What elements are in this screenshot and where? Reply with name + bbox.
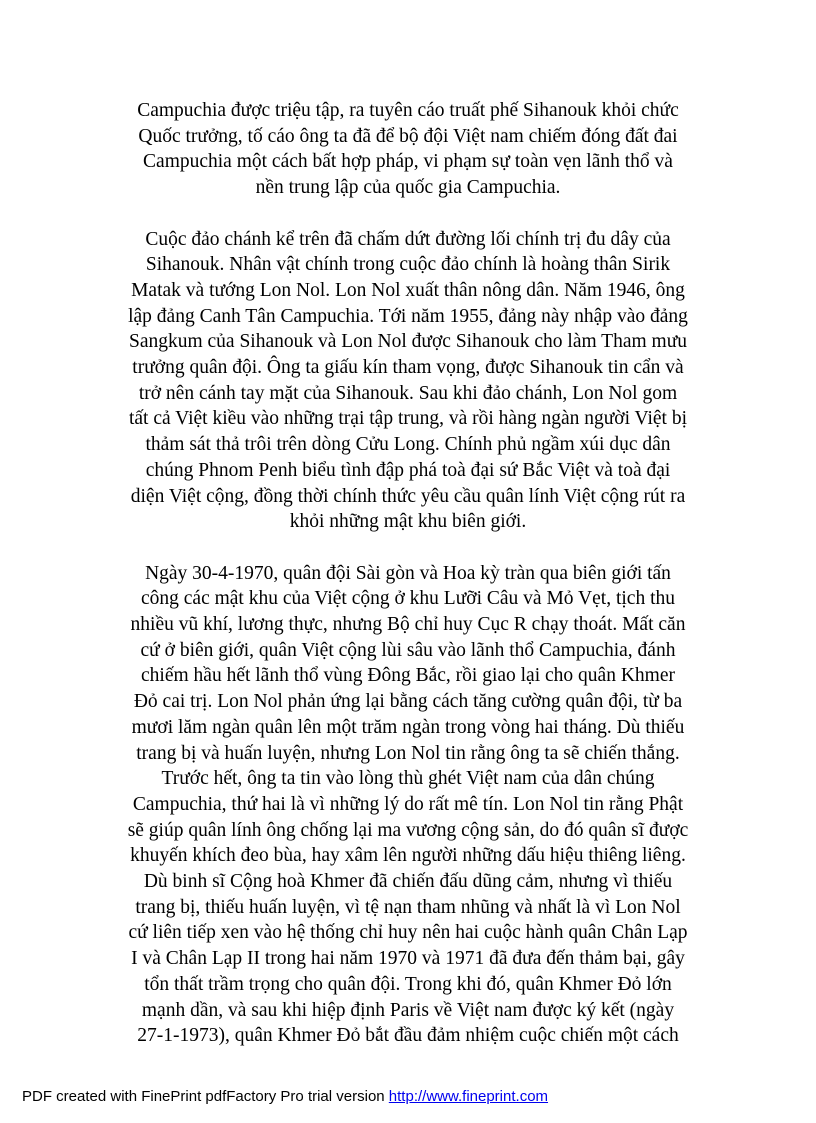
text-line: Dù binh sĩ Cộng hoà Khmer đã chiến đấu dũng cảm, nhưng vì thiếu	[143, 871, 673, 893]
text-line: diện Việt cộng, đồng thời chính thức yêu cầu quân lính Việt cộng rút ra	[130, 485, 686, 507]
text-line: chúng Phnom Penh biểu tình đập phá toà đại sứ Bắc Việt và toà đại	[145, 459, 671, 481]
text-line: trang bị và huấn luyện, nhưng Lon Nol tin rằng ông ta sẽ chiến thắng.	[136, 742, 680, 764]
text-line: I và Chân Lạp II trong hai năm 1970 và 1971 đã đưa đến thảm bại, gây	[131, 948, 685, 970]
text-line: Đỏ cai trị. Lon Nol phản ứng lại bằng cách tăng cường quân đội, từ ba	[133, 691, 683, 713]
text-line: 27-1-1973), quân Khmer Đỏ bắt đầu đảm nhiệm cuộc chiến một cách	[137, 1025, 679, 1047]
text-line: tất cả Việt kiều vào những trại tập trung, và rồi hàng ngàn người Việt bị	[128, 408, 687, 430]
text-line: công các mật khu của Việt cộng ở khu Lưỡi Câu và Mỏ Vẹt, tịch thu	[140, 588, 675, 610]
paragraph-3	[100, 561, 716, 1049]
footer-text: PDF created with FinePrint pdfFactory Pro trial version	[22, 1088, 389, 1105]
text-line: mạnh dần, và sau khi hiệp định Paris về Việt nam được ký kết (ngày	[141, 999, 675, 1021]
pdf-footer	[22, 1088, 548, 1105]
text-line: nền trung lập của quốc gia Campuchia.	[255, 177, 561, 199]
text-line: cứ liên tiếp xen vào hệ thống chỉ huy nên hai cuộc hành quân Chân Lạp	[128, 922, 688, 944]
text-line: trang bị, thiếu huấn luyện, vì tệ nạn tham nhũng và nhất là vì Lon Nol	[135, 896, 681, 918]
text-line: trở nên cánh tay mặt của Sihanouk. Sau khi đảo chánh, Lon Nol gom	[138, 382, 678, 404]
text-line: Sihanouk. Nhân vật chính trong cuộc đảo chính là hoàng thân Sirik	[145, 254, 671, 276]
text-line: tổn thất trầm trọng cho quân đội. Trong khi đó, quân Khmer Đỏ lớn	[144, 973, 672, 995]
text-line: Quốc trưởng, tố cáo ông ta đã để bộ đội Việt nam chiếm đóng đất đai	[138, 125, 678, 147]
page-body	[100, 98, 716, 1049]
text-line: Trước hết, ông ta tin vào lòng thù ghét Việt nam của dân chúng	[161, 768, 655, 790]
text-line: trưởng quân đội. Ông ta giấu kín tham vọng, được Sihanouk tin cẩn và	[132, 357, 684, 379]
text-line: Campuchia, thứ hai là vì những lý do rất mê tín. Lon Nol tin rằng Phật	[132, 793, 684, 815]
text-line: Matak và tướng Lon Nol. Lon Nol xuất thân nông dân. Năm 1946, ông	[131, 279, 685, 301]
text-line: mươi lăm ngàn quân lên một trăm ngàn trong vòng hai tháng. Dù thiếu	[131, 716, 685, 738]
text-line: thảm sát thả trôi trên dòng Cửu Long. Chính phủ ngầm xúi dục dân	[145, 434, 671, 456]
text-line: sẽ giúp quân lính ông chống lại ma vương cộng sản, do đó quân sĩ được	[127, 819, 689, 841]
paragraph-1	[100, 98, 716, 201]
text-line: Campuchia một cách bất hợp pháp, vi phạm sự toàn vẹn lãnh thổ và	[143, 151, 673, 173]
text-line: nhiều vũ khí, lương thực, nhưng Bộ chỉ huy Cục R chạy thoát. Mất căn	[130, 614, 686, 636]
text-line: cứ ở biên giới, quân Việt cộng lùi sâu vào lãnh thổ Campuchia, đánh	[140, 639, 676, 661]
text-line: khuyến khích đeo bùa, hay xâm lên người những dấu hiệu thiêng liêng.	[130, 845, 686, 867]
text-line: khỏi những mật khu biên giới.	[289, 511, 527, 533]
text-line: Cuộc đảo chánh kể trên đã chấm dứt đường lối chính trị đu dây của	[145, 228, 671, 250]
paragraph-2	[100, 227, 716, 535]
text-line: lập đảng Canh Tân Campuchia. Tới năm 1955, đảng này nhập vào đảng	[128, 305, 688, 327]
text-line: Ngày 30-4-1970, quân đội Sài gòn và Hoa kỳ tràn qua biên giới tấn	[145, 562, 671, 584]
text-line: Campuchia được triệu tập, ra tuyên cáo truất phế Sihanouk khỏi chức	[137, 100, 679, 121]
text-line: Sangkum của Sihanouk và Lon Nol được Sihanouk cho làm Tham mưu	[128, 331, 688, 353]
fineprint-link[interactable]: http://www.fineprint.com	[388, 1088, 549, 1105]
text-line: chiếm hầu hết lãnh thổ vùng Đông Bắc, rồi giao lại cho quân Khmer	[141, 665, 675, 687]
